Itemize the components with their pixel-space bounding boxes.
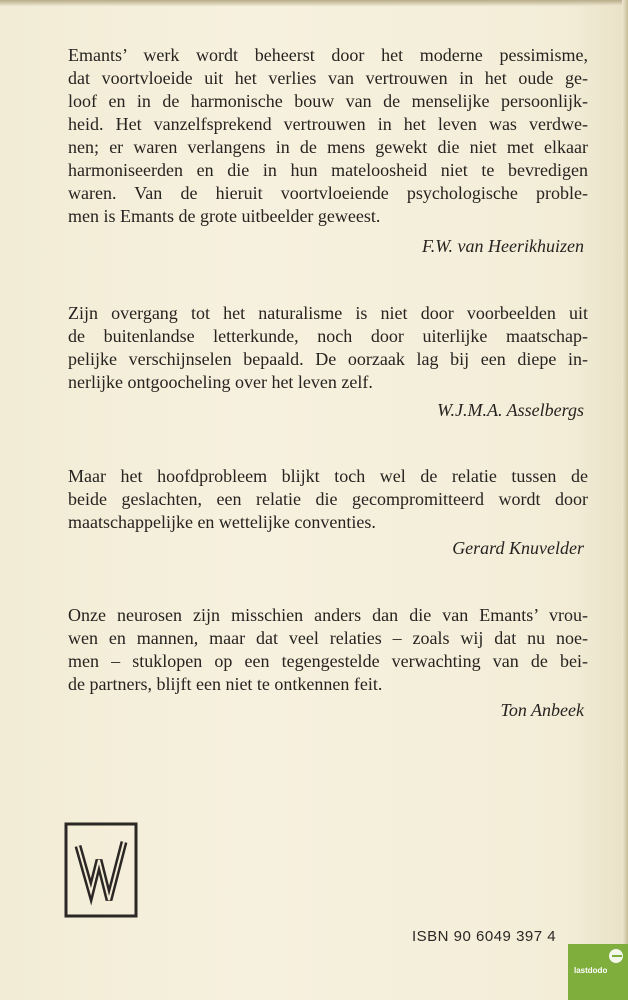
quote-4-text (68, 604, 588, 696)
quote-1-line: harmoniseerden en die in hun mateloosheid niet te bevredigen (68, 160, 588, 180)
quote-1-line: heid. Het vanzelfsprekend vertrouwen in het leven was verdwe- (68, 114, 588, 134)
quote-1-line: nen; er waren verlangens in de mens gewekt die niet met elkaar (68, 137, 588, 157)
quote-4-line: men – stuklopen op een tegengestelde verwachting van de bei- (68, 651, 588, 671)
quote-2-text (68, 302, 588, 394)
quote-4-line: Onze neurosen zijn misschien anders dan die van Emants’ vrou- (68, 605, 588, 625)
quote-2-line: de buitenlandse letterkunde, noch door uiterlijke maatschap- (68, 326, 588, 346)
isbn-number: ISBN 90 6049 397 4 (412, 928, 557, 945)
quote-2-line: nerlijke ontgoocheling over het leven zelf. (68, 372, 373, 392)
quote-1-line: men is Emants de grote uitbeelder geweest. (68, 206, 381, 226)
quote-1-line: dat voortvloeide uit het verlies van vertrouwen in het oude ge- (68, 68, 588, 88)
quote-3-author: Gerard Knuvelder (452, 538, 584, 558)
quote-3-line: Maar het hoofdprobleem blijkt toch wel de relatie tussen de (68, 466, 588, 486)
quote-4-line: wen en mannen, maar dat veel relaties – zoals wij dat nu noe- (68, 628, 588, 648)
quote-1-line: waren. Van de hieruit voortvloeiende psychologische proble- (68, 183, 588, 203)
quote-2-line: pelijke verschijnselen bepaald. De oorzaak lag bij een diepe in- (68, 349, 588, 369)
cover-top-edge (0, 0, 628, 6)
quote-1-author: F.W. van Heerikhuizen (422, 236, 584, 256)
sticker-label: lastdodo (574, 966, 608, 975)
quote-1-text (68, 44, 588, 228)
quote-3-text (68, 465, 588, 534)
quote-3-line: maatschappelijke en wettelijke conventies. (68, 512, 376, 532)
quote-1-line: Emants’ werk wordt beheerst door het moderne pessimisme, (68, 45, 588, 65)
quote-4-author: Ton Anbeek (500, 700, 584, 720)
cover-right-edge (622, 0, 628, 1000)
quote-2-line: Zijn overgang tot het naturalisme is niet door voorbeelden uit (68, 303, 588, 323)
quote-2-author: W.J.M.A. Asselbergs (437, 400, 584, 420)
publisher-monogram-icon (64, 822, 138, 918)
quote-1-line: loof en in de harmonische bouw van de menselijke persoonlijk- (68, 91, 588, 111)
quote-4-line: de partners, blijft een niet te ontkennen feit. (68, 674, 383, 694)
quote-3-line: beide geslachten, een relatie die gecompromitteerd wordt door (68, 489, 588, 509)
